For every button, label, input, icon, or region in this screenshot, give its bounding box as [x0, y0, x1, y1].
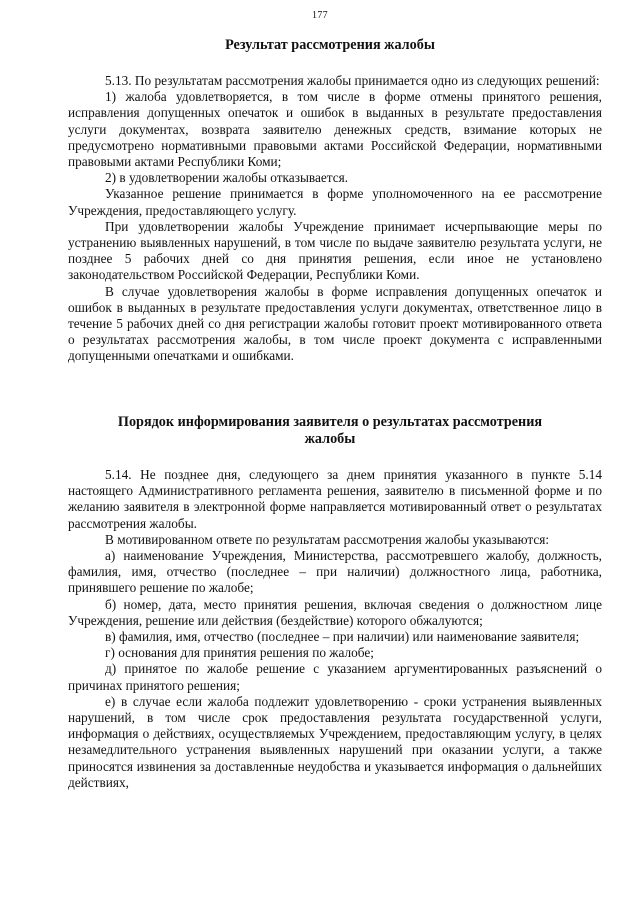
section-body-result: [68, 73, 602, 365]
paragraph: 5.13. По результатам рассмотрения жалобы принимается одно из следующих решений:: [105, 73, 600, 88]
paragraph: 5.14. Не позднее дня, следующего за днем принятия указанного в пункте 5.14 настоящего Административного регламента решения, заявителю в письменной форме и по желанию заявителя в электронной форме направляется мотивированный ответ о результатах рассмотрения жалобы.: [68, 467, 602, 531]
paragraph: В случае удовлетворения жалобы в форме исправления допущенных опечаток и ошибок в выданных в результате предоставления услуги документах, ответственное лицо в течение 5 рабочих дней со дня регистрации жалобы готовит проект мотивированного ответа о результатах рассмотрения жалобы, в том числе проект документа с исправленными допущенными опечатками и ошибками.: [68, 283, 602, 364]
list-item: б) номер, дата, место принятия решения, включая сведения о должностном лице Учреждения, решение или действия (бездействие) которого обжалуются;: [68, 596, 602, 628]
section-heading-informing: [60, 414, 600, 448]
paragraph: В мотивированном ответе по результатам рассмотрения жалобы указываются:: [105, 531, 550, 547]
list-item: 2) в удовлетворении жалобы отказывается.: [105, 170, 349, 186]
page-number: 177: [312, 10, 328, 21]
paragraph: Указанное решение принимается в форме уполномоченного на ее рассмотрение Учреждения, предоставляющего услугу.: [68, 186, 602, 218]
section-body-informing: [68, 467, 602, 791]
list-item: г) основания для принятия решения по жалобе;: [105, 645, 374, 661]
list-item: в) фамилия, имя, отчество (последнее – при наличии) или наименование заявителя;: [105, 629, 580, 645]
list-item: а) наименование Учреждения, Министерства, рассмотревшего жалобу, должность, фамилия, имя, отчество (последнее – при наличии) должностного лица, работника, принявшего решение по жалобе;: [68, 548, 602, 596]
list-item: 1) жалоба удовлетворяется, в том числе в форме отмены принятого решения, исправления допущенных опечаток и ошибок в выданных в результате предоставления услуги документах, возврата заявителю денежных средств, взимание которых не предусмотрено нормативными правовыми актами Российской Федерации, нормативными правовыми актами Республики Коми;: [68, 89, 602, 170]
list-item: е) в случае если жалоба подлежит удовлетворению - сроки устранения выявленных нарушений, в том числе срок предоставления результата государственной услуги, информация о действиях, осуществляемых Учреждением, предоставляющим услугу, в целях незамедлительного устранения выявленных нарушений при оказании услуги, а также приносятся извинения за доставленные неудобства и указывается информация о дальнейших действиях,: [68, 693, 602, 790]
list-item: д) принятое по жалобе решение с указанием аргументированных разъяснений о причинах принятого решения;: [68, 661, 602, 693]
heading-line: жалобы: [304, 431, 356, 447]
paragraph: При удовлетворении жалобы Учреждение принимает исчерпывающие меры по устранению выявленных нарушений, в том числе по выдаче заявителю результата услуги, не позднее 5 рабочих дней со дня принятия решения, если иное не установлено законодательством Российской Федерации, Республики Коми.: [68, 218, 602, 283]
section-heading-result: Результат рассмотрения жалобы: [225, 37, 435, 53]
heading-line: Порядок информирования заявителя о результатах рассмотрения: [117, 414, 543, 430]
